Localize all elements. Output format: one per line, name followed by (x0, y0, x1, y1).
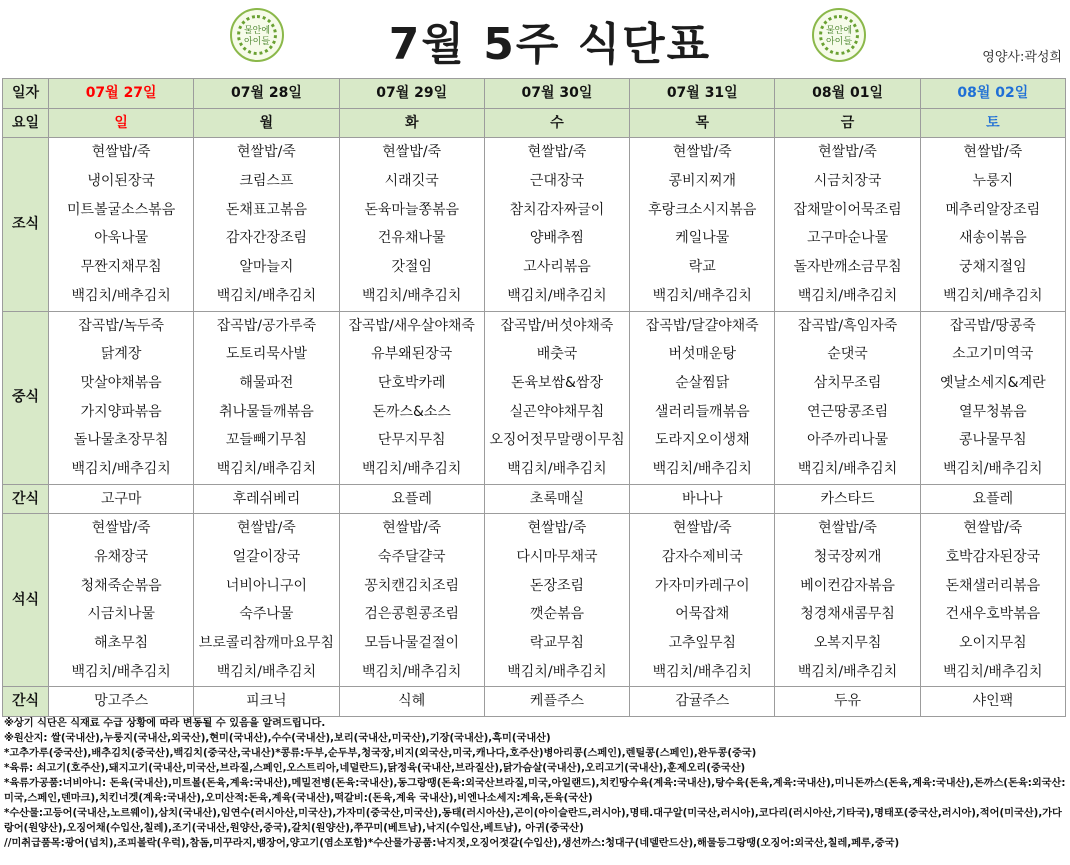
menu-item: 백김치/배추김치 (943, 663, 1043, 680)
menu-item: 궁채지절임 (959, 259, 1027, 276)
snack-cell: 샤인팩 (920, 687, 1065, 717)
menu-item: 돌자반깨소금무침 (793, 259, 902, 276)
menu-item: 청채죽순볶음 (80, 577, 162, 594)
dinner-cell (49, 514, 194, 687)
menu-item: 현쌀밥/죽 (818, 144, 877, 161)
menu-item: 건새우호박볶음 (945, 606, 1041, 623)
menu-item: 콩비지찌개 (668, 173, 737, 190)
menu-item: 락교무침 (529, 635, 585, 652)
menu-item: 건유채나물 (377, 230, 446, 247)
menu-item: 알마늘지 (239, 259, 294, 276)
menu-item: 아욱나물 (94, 230, 149, 247)
snack-cell: 식혜 (339, 687, 484, 717)
menu-item: 냉이된장국 (87, 173, 155, 190)
menu-item: 모듬나물겉절이 (364, 635, 460, 652)
wreath-logo-icon: 물안에 아이들 (812, 8, 866, 62)
menu-item: 백김치/배추김치 (71, 287, 171, 304)
day-cell: 토 (920, 108, 1065, 138)
menu-item: 오이지무침 (959, 635, 1027, 652)
lunch-cell (630, 311, 775, 484)
dinner-cell (630, 514, 775, 687)
menu-item: 현쌀밥/죽 (963, 144, 1023, 161)
day-label: 요일 (3, 108, 49, 138)
menu-item: 순댓국 (827, 346, 868, 363)
date-cell: 08월 01일 (775, 79, 920, 109)
date-cell: 08월 02일 (920, 79, 1065, 109)
menu-item: 누룽지 (972, 173, 1014, 190)
menu-item: 해물파전 (239, 374, 294, 391)
menu-item: 현쌀밥/죽 (382, 144, 442, 161)
dinner-cell (194, 514, 339, 687)
menu-item: 다시마무채국 (516, 549, 598, 566)
menu-item: 버섯매운탕 (668, 346, 737, 363)
menu-item: 잡곡밥/땅콩죽 (949, 317, 1036, 334)
day-row (3, 108, 1066, 138)
menu-item: 가자미카레구이 (654, 577, 750, 594)
menu-item: 너비아니구이 (225, 577, 307, 594)
menu-item: 옛날소세지&계란 (940, 374, 1046, 391)
menu-item: 콩나물무침 (959, 432, 1027, 449)
menu-item: 백김치/배추김치 (507, 460, 607, 477)
lunch-cell (194, 311, 339, 484)
menu-item: 양배추찜 (529, 230, 585, 247)
menu-item: 도토리묵사발 (225, 346, 307, 363)
breakfast-label: 조식 (3, 138, 49, 311)
lunch-row (3, 311, 1066, 484)
menu-item: 청국장찌개 (813, 549, 882, 566)
menu-item: 현쌀밥/죽 (237, 520, 296, 537)
menu-table (2, 78, 1066, 717)
menu-item: 숙주나물 (239, 606, 294, 623)
dinner-label: 석식 (3, 514, 49, 687)
date-cell: 07월 27일 (49, 79, 194, 109)
menu-item: 백김치/배추김치 (362, 460, 462, 477)
menu-item: 연근땅콩조림 (806, 403, 889, 420)
menu-item: 맛살야채볶음 (80, 374, 162, 391)
menu-item: 깻순볶음 (529, 606, 585, 623)
menu-item: 백김치/배추김치 (652, 663, 752, 680)
menu-item: 백김치/배추김치 (362, 663, 462, 680)
wreath-logo-icon: 물안에 아이들 (230, 8, 284, 62)
menu-item: 잡곡밥/새우살야채죽 (348, 317, 475, 334)
dinner-cell (920, 514, 1065, 687)
menu-item: 잡채말이어묵조림 (793, 201, 902, 218)
menu-item: 샐러리들깨볶음 (654, 403, 750, 420)
menu-item: 꽁치캔김치조림 (364, 577, 460, 594)
menu-item: 고추잎무침 (668, 635, 737, 652)
menu-item: 후랑크소시지볶음 (648, 201, 757, 218)
menu-item: 고구마순나물 (806, 230, 889, 247)
menu-item: 백김치/배추김치 (507, 663, 607, 680)
menu-item: 현쌀밥/죽 (91, 520, 151, 537)
lunch-cell (775, 311, 920, 484)
menu-item: 백김치/배추김치 (216, 460, 317, 477)
breakfast-cell (194, 138, 339, 311)
dinner-cell (775, 514, 920, 687)
breakfast-cell (775, 138, 920, 311)
menu-item: 유부왜된장국 (371, 346, 453, 363)
menu-item: 현쌀밥/죽 (963, 520, 1023, 537)
note-line: *고추가루(중국산),배추김치(중국산),백김치(중국산,국내산)*콩류:두부,순두부,청국장,비지(외국산,미국,캐나다,호주산)병아리콩(스페인),렌틸콩(스페인),완두콩(중국) (4, 748, 757, 759)
menu-item: 검은콩흰콩조림 (364, 606, 460, 623)
note-line: *육류가공품:너비아니: 돈육(국내산),미트볼(돈육,계육:국내산),메밀전병(돈육:국내산),동그랑땡(돈육:외국산브라질,미국,아일랜드),치킨땅수육(계육:국내산),탕수육(돈육,계육:국내산),미니돈까스(돈육,계육:국내산),돈까스(돈육:외국산:미국,스페인,덴마크),치킨너겟(계육:국내산),오미산적:돈육,계육(국내산),떡갈비:(돈육,계육 국내산),비엔나소세지:계육,돈육(국산) (4, 778, 1066, 804)
menu-item: 돈장조림 (529, 577, 585, 594)
menu-item: 백김치/배추김치 (362, 287, 462, 304)
menu-item: 베이컨감자볶음 (800, 577, 895, 594)
date-cell: 07월 28일 (194, 79, 339, 109)
menu-item: 아주까리나물 (806, 432, 889, 449)
menu-item: 현쌀밥/죽 (91, 144, 151, 161)
dietitian-name: 영양사:곽성희 (982, 50, 1062, 65)
note-line: ※상기 식단은 식재료 수급 상황에 따라 변동될 수 있음을 알려드립니다. (4, 718, 326, 729)
menu-item: 메추리알장조림 (945, 201, 1041, 218)
dinner-cell (484, 514, 629, 687)
menu-item: 실곤약야채무침 (509, 403, 605, 420)
menu-item: 열무청볶음 (959, 403, 1027, 420)
menu-item: 백김치/배추김치 (652, 287, 752, 304)
menu-item: 돈까스&소스 (372, 403, 451, 420)
menu-item: 시금치장국 (813, 173, 882, 190)
menu-item: 현쌀밥/죽 (527, 144, 587, 161)
menu-item: 잡곡밥/흑임자죽 (797, 317, 898, 334)
menu-item: 잡곡밥/공가루죽 (216, 317, 317, 334)
menu-item: 미트볼굴소스볶음 (67, 201, 176, 218)
menu-item: 돌나물초장무침 (73, 432, 169, 449)
page-title: 7월 5주 식단표 (388, 19, 712, 70)
date-cell: 07월 29일 (339, 79, 484, 109)
breakfast-cell (484, 138, 629, 311)
menu-item: 도라지오이생채 (654, 432, 750, 449)
menu-item: 현쌀밥/죽 (527, 520, 587, 537)
dinner-row (3, 514, 1066, 687)
snack-cell: 초록매실 (484, 484, 629, 514)
menu-item: 얼갈이장국 (232, 549, 301, 566)
menu-item: 가지양파볶음 (80, 403, 162, 420)
menu-item: 잡곡밥/녹두죽 (78, 317, 165, 334)
menu-item: 현쌀밥/죽 (382, 520, 442, 537)
date-row (3, 79, 1066, 109)
lunch-label: 중식 (3, 311, 49, 484)
menu-item: 오징어젓무말랭이무침 (489, 432, 625, 449)
menu-item: 돈육마늘쫑볶음 (364, 201, 460, 218)
lunch-cell (484, 311, 629, 484)
snack1-label: 간식 (3, 484, 49, 514)
menu-item: 시래깃국 (384, 173, 439, 190)
breakfast-cell (630, 138, 775, 311)
snack-cell: 고구마 (49, 484, 194, 514)
notes (4, 716, 1066, 851)
menu-item: 닭계장 (100, 346, 142, 363)
day-cell: 목 (630, 108, 775, 138)
menu-item: 소고기미역국 (952, 346, 1034, 363)
menu-item: 백김치/배추김치 (71, 663, 171, 680)
menu-item: 단호박카레 (377, 374, 446, 391)
menu-item: 참치감자짜글이 (509, 201, 605, 218)
menu-item: 오복지무침 (813, 635, 882, 652)
date-cell: 07월 31일 (630, 79, 775, 109)
breakfast-cell (339, 138, 484, 311)
snack2-row (3, 687, 1066, 717)
menu-item: 백김치/배추김치 (943, 460, 1043, 477)
snack-cell: 케플주스 (484, 687, 629, 717)
menu-item: 브로콜리참깨마요무침 (198, 635, 335, 652)
snack-cell: 요플레 (920, 484, 1065, 514)
menu-item: 백김치/배추김치 (943, 287, 1043, 304)
menu-item: 호박감자된장국 (945, 549, 1041, 566)
menu-item: 현쌀밥/죽 (672, 144, 732, 161)
breakfast-cell (49, 138, 194, 311)
page-header (0, 0, 1070, 75)
note-line: //미취급품목:광어(넙치),조피볼락(우럭),참돔,미꾸라지,뱀장어,양고기(염소포함)*수산물가공품:낙지젓,오징어젓갈(수입산),생선까스:청대구(네델란드산),해물등그랑땡(오징어:외국산,칠레,페루,중국) (4, 838, 900, 849)
menu-item: 유채장국 (94, 549, 149, 566)
day-cell: 금 (775, 108, 920, 138)
menu-item: 현쌀밥/죽 (237, 144, 296, 161)
snack-cell: 요플레 (339, 484, 484, 514)
menu-item: 케일나물 (675, 230, 730, 247)
note-line: ※원산지: 쌀(국내산),누룽지(국내산,외국산),현미(국내산),수수(국내산),보리(국내산,미국산),기장(국내산),흑미(국내산) (4, 733, 551, 744)
menu-item: 고사리볶음 (523, 259, 591, 276)
menu-item: 현쌀밥/죽 (818, 520, 877, 537)
dinner-cell (339, 514, 484, 687)
menu-item: 시금치나물 (87, 606, 155, 623)
menu-item: 현쌀밥/죽 (672, 520, 732, 537)
menu-item: 순살찜닭 (675, 374, 730, 391)
snack1-row (3, 484, 1066, 514)
menu-item: 무짠지채무침 (80, 259, 162, 276)
menu-item: 돈채샐러리볶음 (945, 577, 1041, 594)
menu-item: 돈채표고볶음 (225, 201, 307, 218)
menu-item: 잡곡밥/달걀야채죽 (645, 317, 759, 334)
menu-item: 감자간장조림 (225, 230, 307, 247)
menu-item: 청경채새콤무침 (800, 606, 895, 623)
menu-item: 취나물들깨볶음 (219, 403, 314, 420)
snack-cell: 카스타드 (775, 484, 920, 514)
menu-item: 단무지무침 (377, 432, 446, 449)
menu-item: 감자수제비국 (661, 549, 743, 566)
menu-item: 어묵잡채 (675, 606, 730, 623)
lunch-cell (49, 311, 194, 484)
menu-item: 배춧국 (536, 346, 578, 363)
day-cell: 일 (49, 108, 194, 138)
snack-cell: 두유 (775, 687, 920, 717)
lunch-cell (920, 311, 1065, 484)
menu-item: 잡곡밥/버섯야채죽 (500, 317, 614, 334)
date-cell: 07월 30일 (484, 79, 629, 109)
day-cell: 화 (339, 108, 484, 138)
menu-item: 락교 (688, 259, 716, 276)
snack-cell: 후레쉬베리 (194, 484, 339, 514)
menu-item: 돈육보쌈&쌈장 (510, 374, 604, 391)
menu-item: 백김치/배추김치 (71, 460, 171, 477)
menu-item: 해초무침 (94, 635, 149, 652)
menu-item: 백김치/배추김치 (797, 287, 898, 304)
menu-item: 백김치/배추김치 (797, 663, 898, 680)
menu-item: 백김치/배추김치 (797, 460, 898, 477)
menu-item: 백김치/배추김치 (216, 663, 317, 680)
menu-item: 백김치/배추김치 (652, 460, 752, 477)
menu-item: 삼치무조림 (813, 374, 882, 391)
snack2-label: 간식 (3, 687, 49, 717)
note-line: *수산물:고등어(국내산,노르웨이),삼치(국내산),임연수(러시아산,미국산),가자미(중국산,미국산),동태(러시아산),곤이(아이슬란드,러시아),명태.대구알(미국산,러시아),코다리(러시아산,기타국),명태포(중국산,러시아),적어(미국산),가다랑어(원양산),오징어채(수입산,칠레),조기(국내산,원양산,중국),갈치(원양산),쭈꾸미(베트남),낙지(수입산,베트남), 아귀(중국산) (4, 808, 1062, 834)
date-label: 일자 (3, 79, 49, 109)
snack-cell: 감귤주스 (630, 687, 775, 717)
breakfast-row (3, 138, 1066, 311)
menu-item: 백김치/배추김치 (507, 287, 607, 304)
menu-item: 백김치/배추김치 (216, 287, 317, 304)
snack-cell: 망고주스 (49, 687, 194, 717)
snack-cell: 피크닉 (194, 687, 339, 717)
snack-cell: 바나나 (630, 484, 775, 514)
menu-item: 숙주달걀국 (377, 549, 446, 566)
day-cell: 수 (484, 108, 629, 138)
day-cell: 월 (194, 108, 339, 138)
menu-item: 근대장국 (529, 173, 585, 190)
menu-item: 꼬들빼기무침 (225, 432, 307, 449)
menu-item: 새송이볶음 (959, 230, 1027, 247)
breakfast-cell (920, 138, 1065, 311)
lunch-cell (339, 311, 484, 484)
note-line: *육류: 쇠고기(호주산),돼지고기(국내산,미국산,브라질,스페인,오스트리아,네덜란드),닭정육(국내산,브라질산),닭가슴살(국내산),오리고기(국내산),훈제오리(중국산) (4, 763, 746, 774)
menu-item: 갓절임 (391, 259, 432, 276)
menu-item: 크림스프 (239, 173, 294, 190)
